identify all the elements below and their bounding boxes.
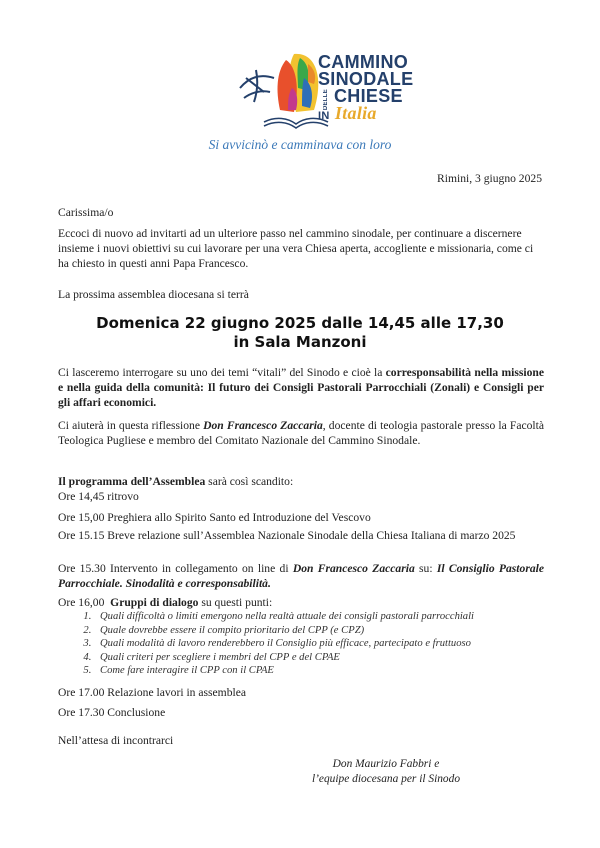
program-item-2: Ore 15,00 Preghiera allo Spirito Santo ed Introduzione del Vescovo [58, 511, 371, 524]
program-item-6: Ore 17.00 Relazione lavori in assemblea [58, 686, 247, 699]
event-headline [0, 314, 600, 352]
dialogue-point: 2. Quale dovrebbe essere il compito prioritario del CPP (e CPZ) [94, 624, 564, 638]
logo-delle: DELLE [323, 89, 329, 111]
logo-italia: Italia [334, 103, 377, 123]
theme-paragraph [58, 365, 544, 410]
theme-bold: corresponsabilità nella missione e nella guida della comunità: Il futuro dei Consigli Pastorali Parrocchiali (Zonali) e Consigli per gli affari economici. [58, 366, 544, 409]
program-item-5-bold: Gruppi di dialogo [110, 596, 199, 609]
program-item-5-post: su questi punti: [198, 596, 273, 609]
program-item-3-text: Ore 15.15 Breve relazione sull’Assemblea Nazionale Sinodale della Chiesa Italiana di marzo 2025 [58, 529, 516, 542]
program-heading-rest: sarà così scandito: [205, 475, 294, 488]
dialogue-point: 1. Quali difficoltà o limiti emergono nella realtà attuale dei consigli pastorali parrocchiali [94, 610, 564, 624]
letter-date: Rimini, 3 giugno 2025 [437, 172, 542, 185]
logo-line-sinodale: SINODALE [318, 69, 414, 89]
program-item-7: Ore 17.30 Conclusione [58, 706, 166, 719]
program-item-3 [58, 528, 544, 543]
signature-line-1: Don Maurizio Fabbri e [332, 758, 440, 770]
event-date-time: Domenica 22 giugno 2025 dalle 14,45 alle 17,30 [96, 314, 504, 332]
logo-mosaic-icon [278, 54, 319, 112]
greeting: Carissima/o [58, 206, 114, 219]
theme-pre: Ci lasceremo interrogare su uno dei temi “vitali” del Sinodo e cioè la [58, 366, 386, 379]
event-location: in Sala Manzoni [233, 333, 367, 351]
intro-paragraph: Eccoci di nuovo ad invitarti ad un ulteriore passo nel cammino sinodale, per continuare a discernere insieme i nuovi obiettivi su cui lavorare per una vera Chiesa aperta, accogliente e missionaria, come ci ha chiesto in questi anni Papa Francesco. [58, 227, 534, 270]
dialogue-points-list [80, 610, 564, 678]
dialogue-point: 3. Quali modalità di lavoro renderebbero il Consiglio più efficace, partecipato e fruttuoso [94, 637, 564, 651]
logo-tagline: Si avvicinò e camminava con loro [208, 137, 392, 152]
program-item-5-pre: Ore 16,00 [58, 596, 111, 609]
dialogue-point: 4. Quali criteri per scegliere i membri del CPP e del CPAE [94, 651, 564, 665]
logo-line-cammino: CAMMINO [318, 52, 409, 72]
speaker-pre: Ci aiuterà in questa riflessione [58, 419, 204, 432]
program-item-4-mid: su: [414, 562, 437, 575]
program-item-4-title: Il Consiglio Pastorale Parrocchiale. Sinodalità e corresponsabilità. [58, 562, 545, 590]
speaker-post: , docente di teologia pastorale presso la Facoltà Teologica Pugliese e membro del Comitato Nazionale del Cammino Sinodale. [58, 419, 545, 447]
signature [286, 757, 486, 787]
announce-text: La prossima assemblea diocesana si terrà [58, 288, 249, 301]
speaker-paragraph [58, 418, 544, 448]
program-heading [58, 474, 544, 489]
program-heading-bold: Il programma dell’Assemblea [58, 475, 206, 488]
program-item-5 [58, 595, 544, 610]
program-item-4-name: Don Francesco Zaccaria [292, 562, 415, 575]
program-item-4-pre: Ore 15.30 Intervento in collegamento on line di [58, 562, 293, 575]
program-item-1: Ore 14,45 ritrovo [58, 490, 139, 503]
logo-dove-icon [240, 70, 274, 102]
speaker-name: Don Francesco Zaccaria [203, 419, 323, 432]
logo-wordmark [318, 54, 413, 125]
closing-text: Nell’attesa di incontrarci [58, 734, 174, 747]
program-item-4 [58, 561, 544, 591]
logo-chiese: CHIESE [334, 86, 403, 106]
signature-line-2: l’equipe diocesana per il Sinodo [311, 773, 461, 785]
logo-line-chiese [318, 86, 413, 111]
logo-in: IN [318, 110, 330, 122]
dialogue-point: 5. Come fare interagire il CPP con il CPAE [94, 664, 564, 678]
